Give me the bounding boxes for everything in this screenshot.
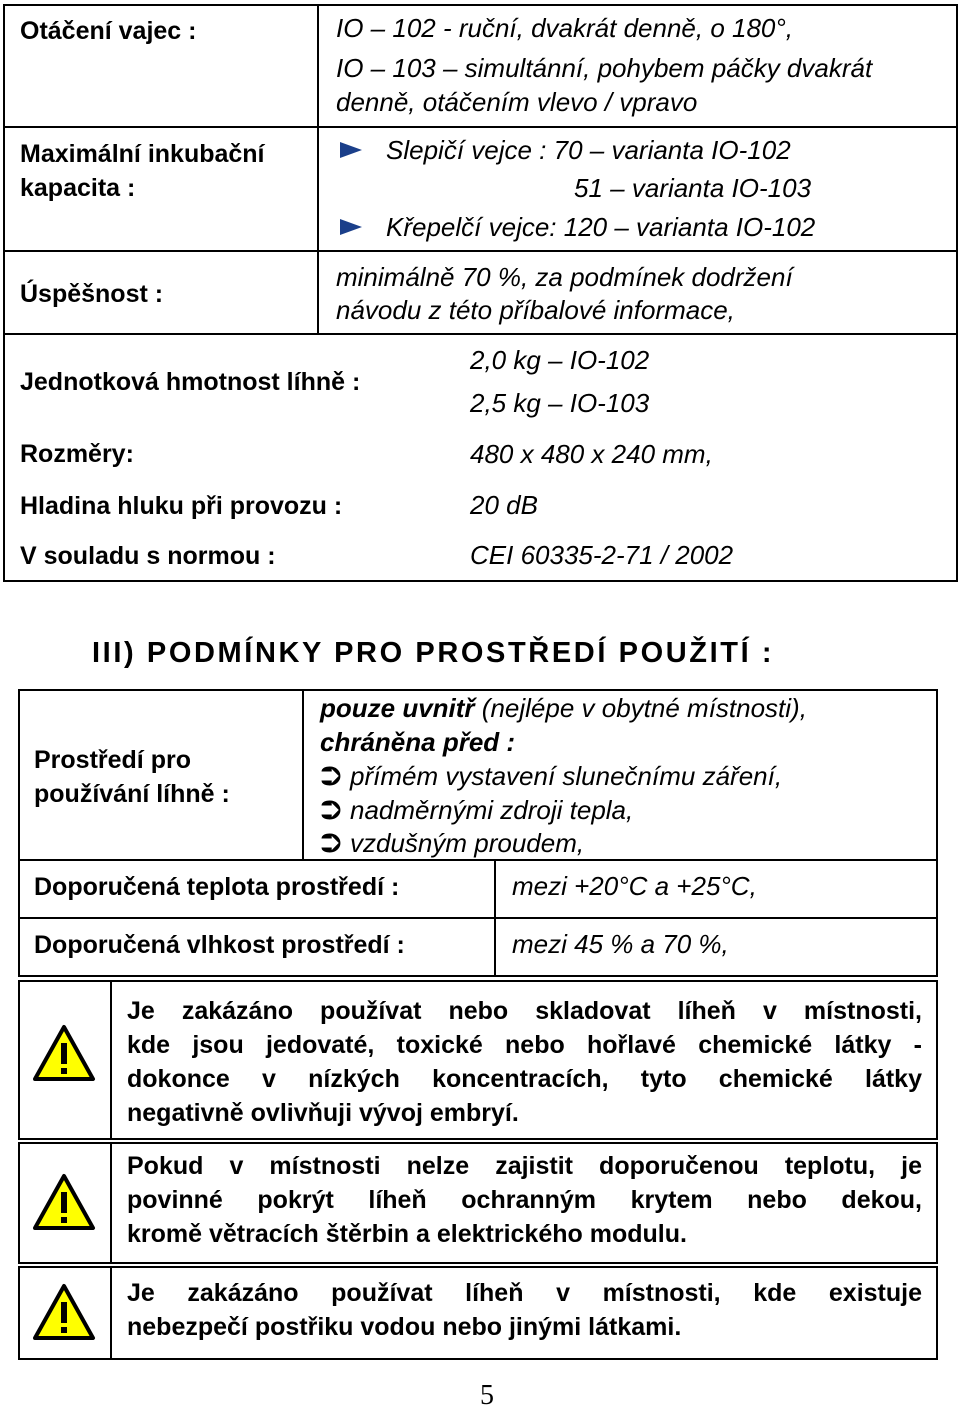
value-capacity-1: [340, 134, 791, 167]
env-bullet-text: přímém vystavení slunečnímu záření,: [350, 761, 783, 791]
divider: [302, 689, 304, 860]
warning-text: [127, 1149, 922, 1251]
env-bullet-text: nadměrnými zdroji tepla,: [350, 795, 634, 825]
warning-line: povinné pokrýt líheň ochranným krytem nebo dekou,: [127, 1186, 922, 1214]
value-noise-level: 20 dB: [470, 490, 538, 520]
env-bullet-2: [320, 794, 633, 827]
arrow-bullet-icon: [340, 219, 362, 235]
curved-arrow-icon: ⮊: [321, 795, 341, 825]
label-success-rate: Úspěšnost :: [20, 280, 164, 308]
arrow-bullet-icon: [340, 142, 362, 158]
value-capacity-3: [340, 211, 815, 244]
curved-arrow-icon: ⮊: [321, 761, 341, 791]
label-capacity-2: kapacita :: [20, 174, 136, 202]
label-egg-turning: Otáčení vajec :: [20, 17, 197, 45]
warning-line: negativně ovlivňuji vývoj embryí.: [127, 1099, 519, 1127]
page-number: 5: [480, 1380, 494, 1411]
label-standard: V souladu s normou :: [20, 542, 276, 570]
env-protected-from: chráněna před :: [320, 727, 516, 757]
value-capacity-2: 51 – varianta IO-103: [574, 173, 812, 203]
divider: [3, 126, 958, 128]
warning-line: kde jsou jedovaté, toxické nebo hořlavé chemické látky -: [127, 1031, 922, 1059]
value-egg-turning-1: IO – 102 - ruční, dvakrát denně, o 180°,: [336, 13, 794, 43]
warning-line: dokonce v nízkých koncentracích, tyto chemické látky: [127, 1065, 922, 1093]
value-unit-weight-2: 2,5 kg – IO-103: [470, 388, 650, 418]
divider: [18, 917, 938, 919]
warning-icon: [32, 1173, 96, 1231]
env-bullet-1: [320, 760, 782, 793]
value-unit-weight-1: 2,0 kg – IO-102: [470, 345, 650, 375]
divider: [110, 980, 112, 1140]
label-temperature: Doporučená teplota prostředí :: [34, 873, 400, 901]
divider: [3, 250, 958, 252]
env-indoor-only: pouze uvnitř: [320, 693, 475, 723]
value-humidity: mezi 45 % a 70 %,: [512, 929, 729, 959]
label-humidity: Doporučená vlhkost prostředí :: [34, 931, 405, 959]
divider: [317, 4, 319, 334]
warning-line: nebezpečí postřiku vodou nebo jinými látkami.: [127, 1313, 682, 1341]
curved-arrow-icon: ⮊: [321, 828, 341, 858]
warning-icon: [32, 1024, 96, 1082]
warning-line: Je zakázáno používat nebo skladovat líheň v místnosti,: [127, 997, 922, 1025]
warning-line: kromě větracích štěrbin a elektrického modulu.: [127, 1220, 687, 1248]
divider: [3, 333, 958, 335]
label-environment-2: používání líhně :: [34, 780, 230, 808]
divider: [110, 1142, 112, 1264]
env-indoor-note: (nejlépe v obytné místnosti),: [474, 693, 807, 723]
value-egg-turning-2: IO – 103 – simultánní, pohybem páčky dvakrát: [336, 53, 873, 83]
label-environment-1: Prostředí pro: [34, 746, 191, 774]
env-line-1: [320, 692, 807, 725]
env-bullet-text: vzdušným proudem,: [350, 828, 585, 858]
capacity-item-text: Slepičí vejce : 70 – varianta IO-102: [386, 135, 791, 165]
label-noise-level: Hladina hluku při provozu :: [20, 492, 343, 520]
env-bullet-3: [320, 827, 584, 860]
value-dimensions: 480 x 480 x 240 mm,: [470, 439, 713, 469]
warning-text: [127, 994, 922, 1130]
warning-icon: [32, 1283, 96, 1341]
value-temperature: mezi +20°C a +25°C,: [512, 871, 757, 901]
value-egg-turning-3: denně, otáčením vlevo / vpravo: [336, 87, 698, 117]
warning-line: Je zakázáno používat líheň v místnosti, kde existuje: [127, 1279, 922, 1307]
warning-line: Pokud v místnosti nelze zajistit doporučenou teplotu, je: [127, 1152, 922, 1180]
value-success-rate-1: minimálně 70 %, za podmínek dodržení: [336, 262, 793, 292]
section-heading: III) PODMÍNKY PRO PROSTŘEDÍ POUŽITÍ :: [92, 637, 775, 669]
label-dimensions: Rozměry:: [20, 440, 134, 468]
capacity-item-text: Křepelčí vejce: 120 – varianta IO-102: [386, 212, 816, 242]
label-unit-weight: Jednotková hmotnost líhně :: [20, 368, 361, 396]
value-success-rate-2: návodu z této příbalové informace,: [336, 295, 735, 325]
label-capacity-1: Maximální inkubační: [20, 140, 265, 168]
divider: [110, 1266, 112, 1360]
value-standard: CEI 60335-2-71 / 2002: [470, 540, 734, 570]
warning-text: [127, 1276, 922, 1344]
